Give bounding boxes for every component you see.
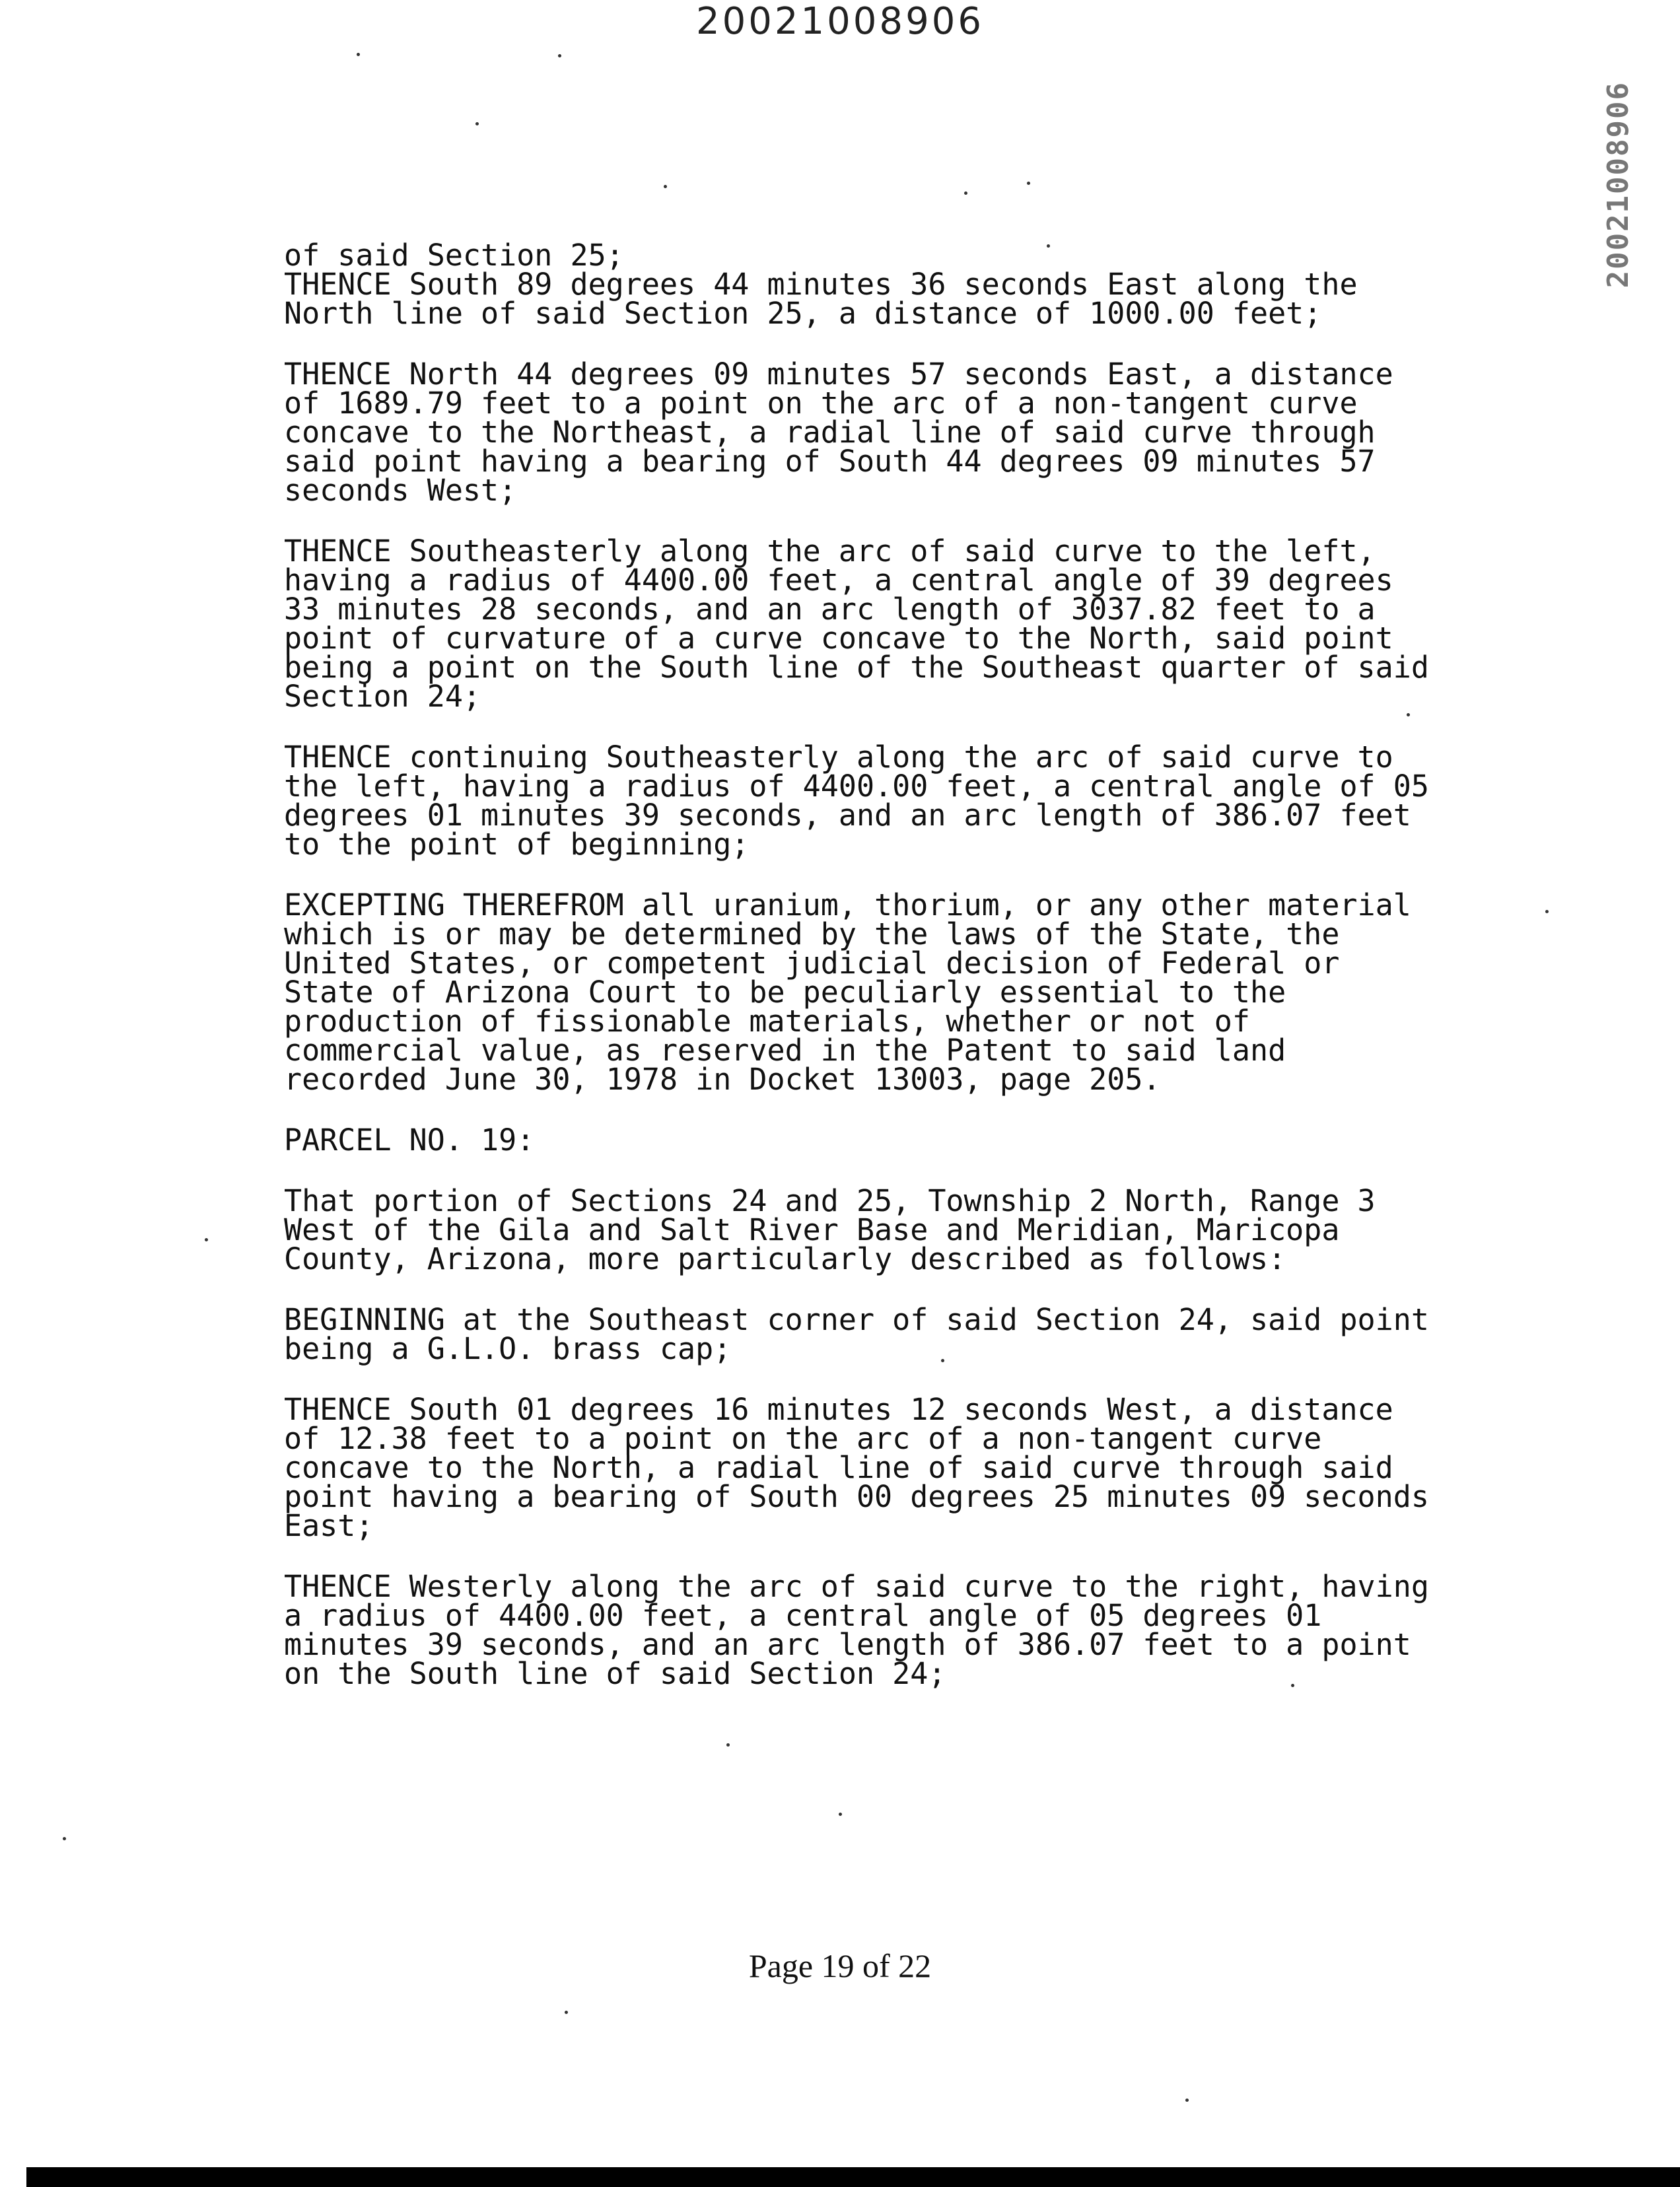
scan-speck [839,1813,842,1816]
paragraph-thence-westerly: THENCE Westerly along the arc of said curve to the right, having a radius of 4400.00 feet, a central angle of 05 degrees 01 minutes 39 seconds, and an arc length of 386.07 feet to a point on the South line of said Section 24; [284,1569,1429,1691]
scan-speck [964,191,967,195]
scan-speck [1047,244,1050,248]
paragraph-that-portion: That portion of Sections 24 and 25, Township 2 North, Range 3 West of the Gila and Salt River Base and Meridian, Maricopa County, Arizona, more particularly described as follows: [284,1183,1376,1276]
paragraph-thence-south-89: THENCE South 89 degrees 44 minutes 36 seconds East along the North line of said Section 25, a distance of 1000.00 feet; [284,267,1358,331]
scan-speck [1185,2099,1189,2102]
paragraph-thence-continuing: THENCE continuing Southeasterly along the arc of said curve to the left, having a radius of 4400.00 feet, a central angle of 05 degrees 01 minutes 39 seconds, and an arc length of 386.07 feet to the point of beginning; [284,740,1429,862]
page-number: Page 19 of 22 [748,1947,932,1984]
paragraph-section-25: of said Section 25; [284,238,624,273]
scan-bottom-border [26,2167,1680,2187]
scan-speck [1291,1684,1294,1687]
side-stamp-text: 20021008906 [1601,81,1635,289]
scan-speck [1027,182,1030,185]
paragraph-beginning: BEGINNING at the Southeast corner of said Section 24, said point being a G.L.O. brass cap; [284,1302,1429,1366]
scan-speck [205,1238,208,1241]
scan-speck [565,2011,568,2014]
scan-speck [357,53,360,56]
scan-speck [558,54,561,57]
scan-speck [941,1359,944,1362]
scan-speck [475,122,479,125]
scan-speck [726,1743,730,1747]
paragraph-thence-north-44: THENCE North 44 degrees 09 minutes 57 seconds East, a distance of 1689.79 feet to a point on the arc of a non-tangent curve concave to the Northeast, a radial line of said curve through said point having a bearing of South 44 degrees 09 minutes 57 seconds West; [284,357,1393,508]
legal-description-body [284,238,1446,1720]
document-number: 20021008906 [696,0,984,43]
scan-speck [1407,713,1410,716]
paragraph-excepting-therefrom: EXCEPTING THEREFROM all uranium, thorium, or any other material which is or may be determined by the laws of the State, the United States, or competent judicial decision of Federal or State of Arizona Court to be peculiarly essential to the production of fissionable materials, whether or not of commercial value, as reserved in the Patent to said land recorded June 30, 1978 in Docket 13003, page 205. [284,887,1411,1097]
paragraph-thence-southeasterly: THENCE Southeasterly along the arc of said curve to the left, having a radius of 4400.00 feet, a central angle of 39 degrees 33 minutes 28 seconds, and an arc length of 3037.82 feet to a point of curvature of a curve concave to the North, said point being a point on the South line of the Southeast quarter of said Section 24; [284,534,1429,714]
scan-speck [1545,910,1549,913]
scan-speck [664,185,667,188]
scan-speck [63,1837,66,1840]
side-recording-stamp [1578,73,1658,297]
paragraph-thence-south-01: THENCE South 01 degrees 16 minutes 12 seconds West, a distance of 12.38 feet to a point on the arc of a non-tangent curve concave to the North, a radial line of said curve through said point having a bearing of South 00 degrees 25 minutes 09 seconds East; [284,1392,1429,1543]
parcel-heading: PARCEL NO. 19: [284,1123,535,1158]
